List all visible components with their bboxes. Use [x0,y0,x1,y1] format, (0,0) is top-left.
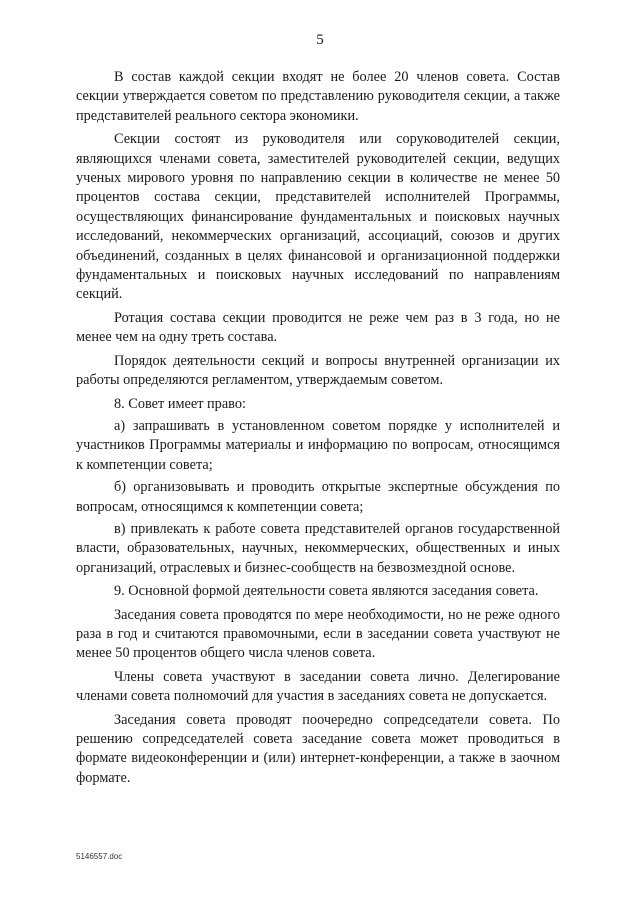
paragraph-personal-participation: Члены совета участвуют в заседании совета лично. Делегирование членами совета полномочий для участия в заседаниях совета не допускается. [76,668,560,705]
paragraph-right-a: а) запрашивать в установленном советом порядке у исполнителей и участников Программы материалы и информацию по вопросам, относящимся к компетенции совета; [76,417,560,473]
paragraph-meetings-frequency: Заседания совета проводятся по мере необходимости, но не реже одного раза в год и считаются правомочными, если в заседании совета участвуют не менее 50 процентов общего числа членов совета. [76,606,560,662]
document-body [76,68,560,792]
paragraph-council-rights: 8. Совет имеет право: [114,395,246,412]
paragraph-procedure: Порядок деятельности секций и вопросы внутренней организации их работы определяются регламентом, утверждаемым советом. [76,352,560,389]
paragraph-right-c: в) привлекать к работе совета представителей органов государственной власти, образовательных, научных, некоммерческих, общественных и иных организаций, отраслевых и бизнес-сообществ на безвозмездной основе. [76,520,560,576]
paragraph-section-composition: В состав каждой секции входят не более 20 членов совета. Состав секции утверждается советом по представлению руководителя секции, а также представителей реального сектора экономики. [76,69,560,124]
paragraph-rotation: Ротация состава секции проводится не реже чем раз в 3 года, но не менее чем на одну треть состава. [76,309,560,346]
page-number: 5 [316,32,324,48]
paragraph-section-members: Секции состоят из руководителя или соруководителей секции, являющихся членами совета, заместителей руководителей секции, ведущих ученых мирового уровня по направлению секции в количестве не менее 50 процентов состава секции, представителей исполнителей Программы, осуществляющих финансирование фундаментальных и поисковых научных исследований, некоммерческих организаций, ассоциаций, союзов и других объединений, созданных в целях финансовой и организационной поддержки фундаментальных и поисковых научных исследований по направлениям секций. [76,131,560,303]
paragraph-right-b: б) организовывать и проводить открытые экспертные обсуждения по вопросам, относящимся к компетенции совета; [76,479,560,515]
document-filename: 5146557.doc [76,852,123,861]
paragraph-meetings-form: 9. Основной формой деятельности совета являются заседания совета. [114,583,539,600]
paragraph-co-chairs: Заседания совета проводят поочередно сопредседатели совета. По решению сопредседателей совета заседание совета может проводиться в формате видеоконференции и (или) интернет-конференции, а также в заочном формате. [76,711,560,786]
